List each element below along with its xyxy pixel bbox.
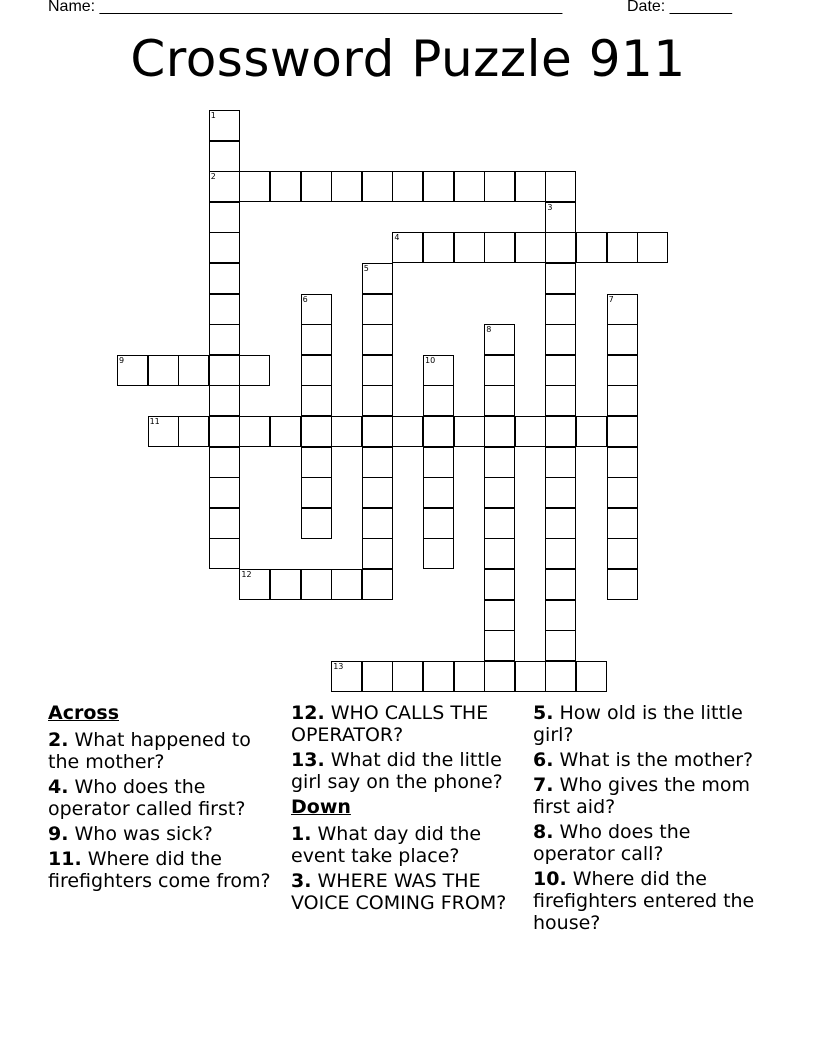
- grid-cell[interactable]: [545, 202, 576, 233]
- grid-cell[interactable]: [454, 232, 485, 263]
- grid-cell[interactable]: [545, 263, 576, 294]
- grid-cell[interactable]: [362, 508, 393, 539]
- clue-down-8: [533, 821, 763, 865]
- grid-cell[interactable]: [301, 569, 332, 600]
- grid-cell[interactable]: [362, 171, 393, 202]
- grid-cell[interactable]: [576, 416, 607, 447]
- grid-cell[interactable]: [484, 569, 515, 600]
- clue-number: 9.: [48, 823, 69, 845]
- grid-cell[interactable]: [362, 477, 393, 508]
- grid-cell[interactable]: [362, 294, 393, 325]
- grid-cell[interactable]: [209, 355, 240, 386]
- grid-cell[interactable]: [545, 232, 576, 263]
- cell-number: 1: [210, 111, 216, 120]
- grid-cell[interactable]: [423, 416, 454, 447]
- cell-number: 7: [608, 294, 614, 304]
- clue-down-10: [533, 868, 763, 934]
- grid-cell[interactable]: [362, 355, 393, 386]
- grid-cell[interactable]: [484, 171, 515, 202]
- clue-across-11: [48, 848, 288, 892]
- grid-cell[interactable]: [423, 171, 454, 202]
- cell-number: 9: [119, 355, 125, 365]
- grid-cell[interactable]: [484, 232, 515, 263]
- grid-cell[interactable]: [209, 263, 240, 294]
- grid-cell[interactable]: [362, 661, 393, 692]
- cell-number: 11: [149, 417, 160, 426]
- grid-cell[interactable]: [545, 538, 576, 569]
- grid-cell[interactable]: [301, 294, 332, 325]
- grid-cell[interactable]: [301, 508, 332, 539]
- clue-text: Who does the operator called first?: [48, 776, 246, 820]
- grid-cell[interactable]: [301, 447, 332, 478]
- grid-cell[interactable]: [209, 202, 240, 233]
- clue-column-2: [291, 702, 531, 917]
- grid-cell[interactable]: [454, 661, 485, 692]
- grid-cell[interactable]: [209, 110, 240, 141]
- grid-cell[interactable]: [484, 477, 515, 508]
- grid-cell[interactable]: [607, 538, 638, 569]
- grid-cell[interactable]: [607, 324, 638, 355]
- clue-text: Where did the firefighters entered the house?: [533, 868, 755, 934]
- grid-cell[interactable]: [362, 263, 393, 294]
- grid-cell[interactable]: [209, 294, 240, 325]
- grid-cell[interactable]: [423, 447, 454, 478]
- clue-text: What day did the event take place?: [291, 823, 482, 867]
- grid-cell[interactable]: [545, 324, 576, 355]
- grid-cell[interactable]: [484, 508, 515, 539]
- grid-cell[interactable]: [331, 569, 362, 600]
- grid-cell[interactable]: [362, 569, 393, 600]
- grid-cell[interactable]: [484, 538, 515, 569]
- grid-cell[interactable]: [576, 232, 607, 263]
- cell-number: 2: [210, 172, 216, 182]
- clue-number: 12.: [291, 702, 325, 724]
- grid-cell[interactable]: [239, 171, 270, 202]
- grid-cell[interactable]: [148, 355, 179, 386]
- grid-cell[interactable]: [423, 661, 454, 692]
- clue-down-7: [533, 774, 763, 818]
- clue-number: 10.: [533, 868, 567, 890]
- grid-cell[interactable]: [209, 385, 240, 416]
- clue-text: WHO CALLS THE OPERATOR?: [291, 702, 489, 746]
- grid-cell[interactable]: [423, 477, 454, 508]
- grid-cell[interactable]: [484, 416, 515, 447]
- grid-cell[interactable]: [209, 232, 240, 263]
- clue-across-4: [48, 776, 288, 820]
- grid-cell[interactable]: [454, 416, 485, 447]
- grid-cell[interactable]: [637, 232, 668, 263]
- grid-cell[interactable]: [209, 141, 240, 172]
- cell-number: 5: [363, 264, 369, 273]
- clue-across-9: [48, 823, 288, 845]
- grid-cell[interactable]: [515, 171, 546, 202]
- grid-cell[interactable]: [484, 355, 515, 386]
- grid-cell[interactable]: [607, 569, 638, 600]
- clue-number: 3.: [291, 870, 312, 892]
- cell-number: 12: [241, 570, 252, 579]
- grid-cell[interactable]: [607, 385, 638, 416]
- clue-number: 6.: [533, 749, 554, 771]
- grid-cell[interactable]: [423, 355, 454, 386]
- grid-cell[interactable]: [209, 416, 240, 447]
- grid-cell[interactable]: [607, 508, 638, 539]
- cell-number: 8: [486, 325, 492, 335]
- clue-text: WHERE WAS THE VOICE COMING FROM?: [291, 870, 507, 914]
- grid-cell[interactable]: [392, 416, 423, 447]
- grid-cell[interactable]: [301, 477, 332, 508]
- grid-cell[interactable]: [301, 324, 332, 355]
- grid-cell[interactable]: [178, 416, 209, 447]
- cell-number: 6: [302, 294, 308, 304]
- grid-cell[interactable]: [545, 294, 576, 325]
- clue-down-1: [291, 823, 531, 867]
- clue-text: What is the mother?: [559, 749, 754, 771]
- grid-cell[interactable]: [209, 171, 240, 202]
- clue-number: 13.: [291, 749, 325, 771]
- grid-cell[interactable]: [607, 447, 638, 478]
- grid-cell[interactable]: [362, 538, 393, 569]
- clue-column-1: [48, 702, 288, 895]
- cell-number: 3: [547, 202, 553, 212]
- grid-cell[interactable]: [362, 416, 393, 447]
- clue-text: What did the little girl say on the phone?: [291, 749, 503, 793]
- grid-cell[interactable]: [484, 447, 515, 478]
- grid-cell[interactable]: [239, 416, 270, 447]
- across-heading: Across: [48, 702, 120, 724]
- grid-cell[interactable]: [331, 661, 362, 692]
- grid-cell[interactable]: [209, 447, 240, 478]
- clue-across-2: [48, 729, 288, 773]
- grid-cell[interactable]: [270, 569, 301, 600]
- grid-cell[interactable]: [545, 416, 576, 447]
- grid-cell[interactable]: [331, 416, 362, 447]
- grid-cell[interactable]: [392, 171, 423, 202]
- name-label: Name:: [48, 0, 100, 15]
- cell-number: 13: [333, 661, 344, 671]
- grid-cell[interactable]: [423, 538, 454, 569]
- clue-column-3: [533, 702, 763, 937]
- clue-text: How old is the little girl?: [533, 702, 743, 746]
- grid-cell[interactable]: [209, 538, 240, 569]
- grid-cell[interactable]: [117, 355, 148, 386]
- grid-cell[interactable]: [484, 661, 515, 692]
- grid-cell[interactable]: [178, 355, 209, 386]
- grid-cell[interactable]: [423, 508, 454, 539]
- grid-cell[interactable]: [545, 569, 576, 600]
- grid-cell[interactable]: [545, 447, 576, 478]
- clue-number: 5.: [533, 702, 554, 724]
- clue-number: 1.: [291, 823, 312, 845]
- grid-cell[interactable]: [484, 600, 515, 631]
- grid-cell[interactable]: [148, 416, 179, 447]
- clue-down-5: [533, 702, 763, 746]
- clue-number: 11.: [48, 848, 82, 870]
- grid-cell[interactable]: [423, 232, 454, 263]
- grid-cell[interactable]: [392, 661, 423, 692]
- grid-cell[interactable]: [545, 477, 576, 508]
- grid-cell[interactable]: [362, 385, 393, 416]
- grid-cell[interactable]: [362, 324, 393, 355]
- grid-cell[interactable]: [607, 477, 638, 508]
- grid-cell[interactable]: [301, 171, 332, 202]
- grid-cell[interactable]: [607, 416, 638, 447]
- grid-cell[interactable]: [239, 569, 270, 600]
- grid-cell[interactable]: [515, 416, 546, 447]
- clue-text: Who does the operator call?: [533, 821, 691, 865]
- grid-cell[interactable]: [209, 477, 240, 508]
- grid-cell[interactable]: [515, 661, 546, 692]
- grid-cell[interactable]: [209, 324, 240, 355]
- clue-text: Who was sick?: [74, 823, 213, 845]
- grid-cell[interactable]: [607, 355, 638, 386]
- grid-cell[interactable]: [209, 508, 240, 539]
- clue-text: What happened to the mother?: [48, 729, 251, 773]
- clue-number: 7.: [533, 774, 554, 796]
- grid-cell[interactable]: [484, 324, 515, 355]
- name-field[interactable]: [48, 0, 562, 16]
- grid-cell[interactable]: [607, 294, 638, 325]
- grid-cell[interactable]: [576, 661, 607, 692]
- grid-cell[interactable]: [515, 232, 546, 263]
- down-heading: Down: [291, 796, 351, 818]
- grid-cell[interactable]: [545, 630, 576, 661]
- clue-down-3: [291, 870, 531, 914]
- grid-cell[interactable]: [239, 355, 270, 386]
- page-title: Crossword Puzzle 911: [130, 30, 686, 88]
- grid-cell[interactable]: [331, 171, 362, 202]
- clue-across-12: [291, 702, 531, 746]
- date-label: Date:: [627, 0, 670, 15]
- grid-cell[interactable]: [545, 171, 576, 202]
- grid-cell[interactable]: [545, 508, 576, 539]
- grid-cell[interactable]: [607, 232, 638, 263]
- clue-across-13: [291, 749, 531, 793]
- grid-cell[interactable]: [301, 355, 332, 386]
- clue-text: Where did the firefighters come from?: [48, 848, 271, 892]
- clue-number: 4.: [48, 776, 69, 798]
- grid-cell[interactable]: [545, 600, 576, 631]
- grid-cell[interactable]: [423, 385, 454, 416]
- grid-cell[interactable]: [484, 630, 515, 661]
- clue-text: Who gives the mom first aid?: [533, 774, 751, 818]
- name-line: ____________________________________________________: [99, 0, 563, 15]
- clue-number: 8.: [533, 821, 554, 843]
- cell-number: 10: [425, 355, 436, 365]
- grid-cell[interactable]: [362, 447, 393, 478]
- grid-cell[interactable]: [270, 416, 301, 447]
- grid-cell[interactable]: [545, 385, 576, 416]
- grid-cell[interactable]: [454, 171, 485, 202]
- clue-down-6: [533, 749, 763, 771]
- grid-cell[interactable]: [484, 385, 515, 416]
- date-line: _______: [669, 0, 732, 15]
- grid-cell[interactable]: [301, 385, 332, 416]
- grid-cell[interactable]: [392, 232, 423, 263]
- grid-cell[interactable]: [545, 661, 576, 692]
- date-field[interactable]: [627, 0, 732, 16]
- grid-cell[interactable]: [270, 171, 301, 202]
- grid-cell[interactable]: [545, 355, 576, 386]
- clue-number: 2.: [48, 729, 69, 751]
- grid-cell[interactable]: [301, 416, 332, 447]
- cell-number: 4: [394, 233, 400, 243]
